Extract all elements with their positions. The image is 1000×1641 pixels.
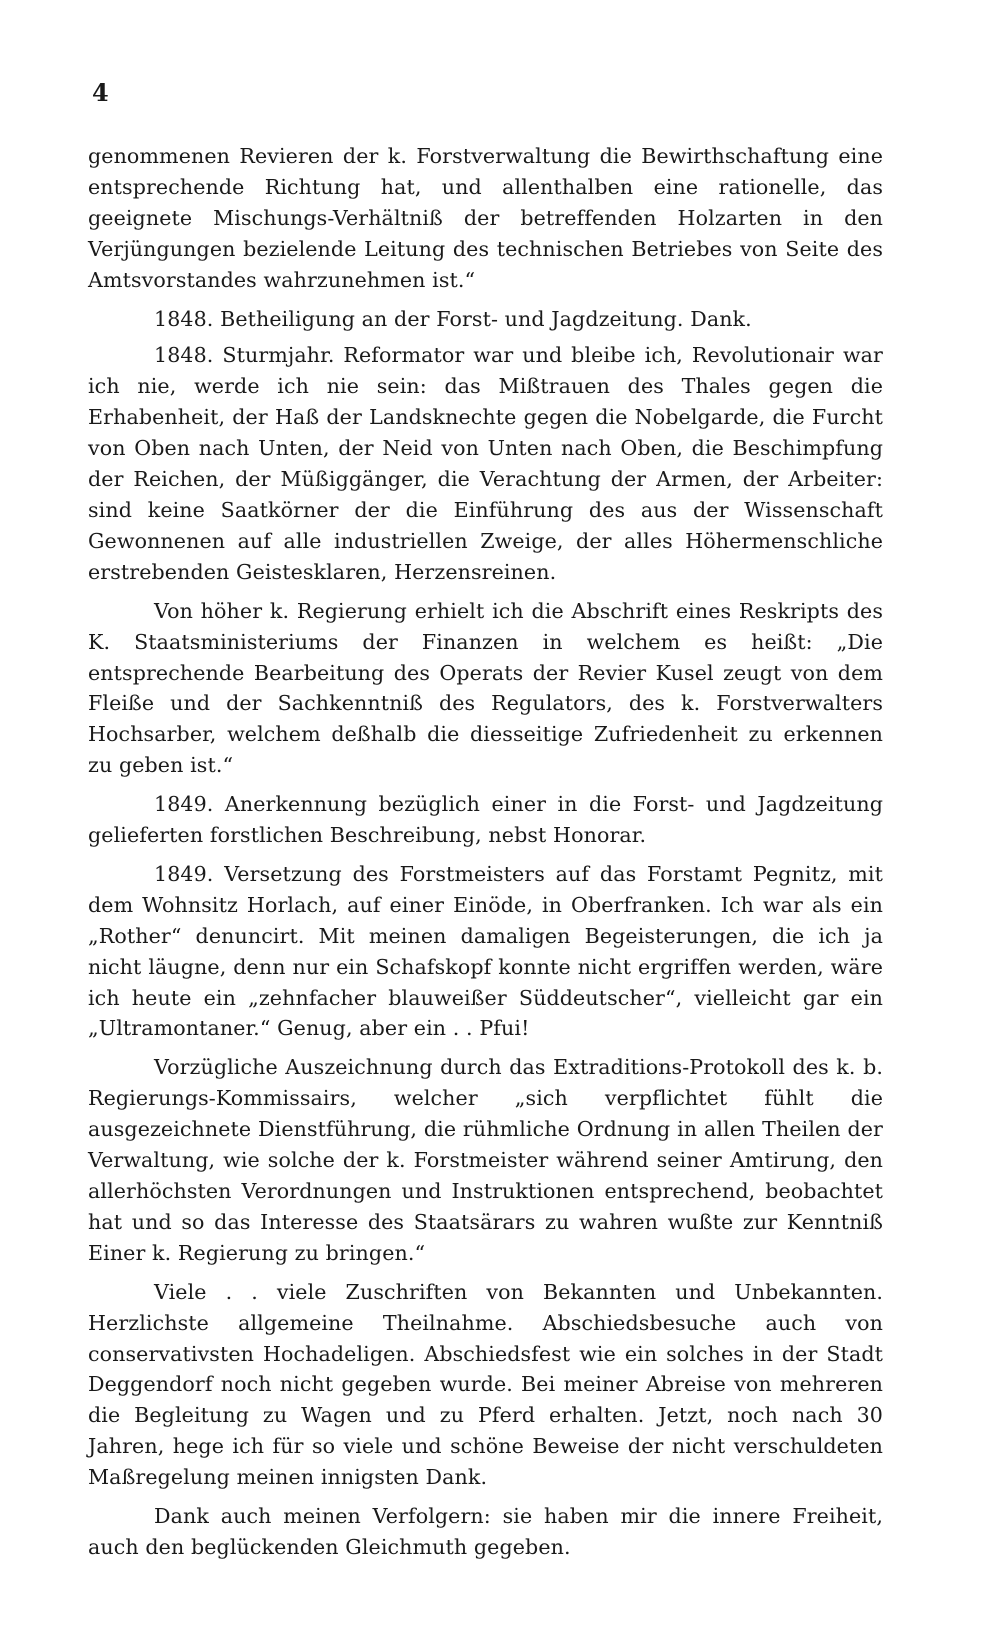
paragraph-dank: Dank auch meinen Verfolgern: sie haben mir die innere Freiheit, auch den beglückenden Gleichmuth gegeben.: [88, 1504, 883, 1559]
paragraph-reskript: Von höher k. Regierung erhielt ich die Abschrift eines Reskripts des K. Staatsministeriums der Finanzen in welchem es heißt: „Die entsprechende Bearbeitung des Operats der Revier Kusel zeugt von dem Fleiße und der Sachkenntniß des Regulators, des k. Forstverwalters Hochsarber, welchem deßhalb die diesseitige Zufriedenheit zu erkennen zu geben ist.“: [88, 598, 883, 778]
paragraph-extraditions-protokoll: Vorzügliche Auszeichnung durch das Extraditions-Protokoll des k. b. Regierungs-Kommissairs, welcher „sich verpflichtet fühlt die ausgezeichnete Dienstführung, die rühmliche Ordnung in allen Theilen der Verwaltung, wie solche der k. Forstmeister während seiner Amtirung, den allerhöchsten Verordnungen und Instruktionen entsprechend, beobachtet hat und so das Interesse des Staatsärars zu wahren wußte zur Kenntniß Einer k. Regierung zu bringen.“: [88, 1055, 883, 1265]
document-page: [88, 78, 883, 1571]
paragraph-continuation: genommenen Revieren der k. Forstverwaltung die Bewirthschaftung eine entsprechende Richtung hat, und allenthalben eine rationelle, das geeignete Mischungs-Verhältniß der betreffenden Holzarten in den Verjüngungen bezielende Leitung des technischen Betriebes von Seite des Amtsvorstandes wahrzunehmen ist.“: [88, 144, 883, 292]
paragraph-1848-sturmjahr: 1848. Sturmjahr. Reformator war und bleibe ich, Revolutionair war ich nie, werde ich nie sein: das Mißtrauen des Thales gegen die Erhabenheit, der Haß der Landsknechte gegen die Nobelgarde, die Furcht von Oben nach Unten, der Neid von Unten nach Oben, die Beschimpfung der Reichen, der Müßiggänger, die Verachtung der Armen, der Arbeiter: sind keine Saatkörner der die Einführung des aus der Wissenschaft Gewonnenen auf alle industriellen Zweige, der alles Höhermenschliche erstrebenden Geistesklaren, Herzensreinen.: [88, 343, 883, 584]
page-number: 4: [92, 78, 109, 107]
paragraph-zuschriften: Viele . . viele Zuschriften von Bekannten und Unbekannten. Herzlichste allgemeine Theilnahme. Abschiedsbesuche auch von conservativsten Hochadeligen. Abschiedsfest wie ein solches in der Stadt Deggendorf noch nicht gegeben wurde. Bei meiner Abreise von mehreren die Begleitung zu Wagen und zu Pferd erhalten. Jetzt, noch nach 30 Jahren, hege ich für so viele und schöne Beweise der nicht verschuldeten Maßregelung meinen innigsten Dank.: [88, 1279, 883, 1490]
paragraph-1849-versetzung: 1849. Versetzung des Forstmeisters auf das Forstamt Pegnitz, mit dem Wohnsitz Horlach, auf einer Einöde, in Oberfranken. Ich war als ein „Rother“ denuncirt. Mit meinen damaligen Begeisterungen, die ich ja nicht läugne, denn nur ein Schafskopf konnte nicht ergriffen werden, wäre ich heute ein „zehnfacher blauweißer Süddeutscher“, vielleicht gar ein „Ultramontaner.“ Genug, aber ein . . Pfui!: [88, 861, 883, 1041]
paragraph-1848-forstzeitung: 1848. Betheiligung an der Forst- und Jagdzeitung. Dank.: [154, 306, 752, 331]
paragraph-1849-anerkennung: 1849. Anerkennung bezüglich einer in die Forst- und Jagdzeitung gelieferten forstlichen Beschreibung, nebst Honorar.: [88, 792, 883, 848]
